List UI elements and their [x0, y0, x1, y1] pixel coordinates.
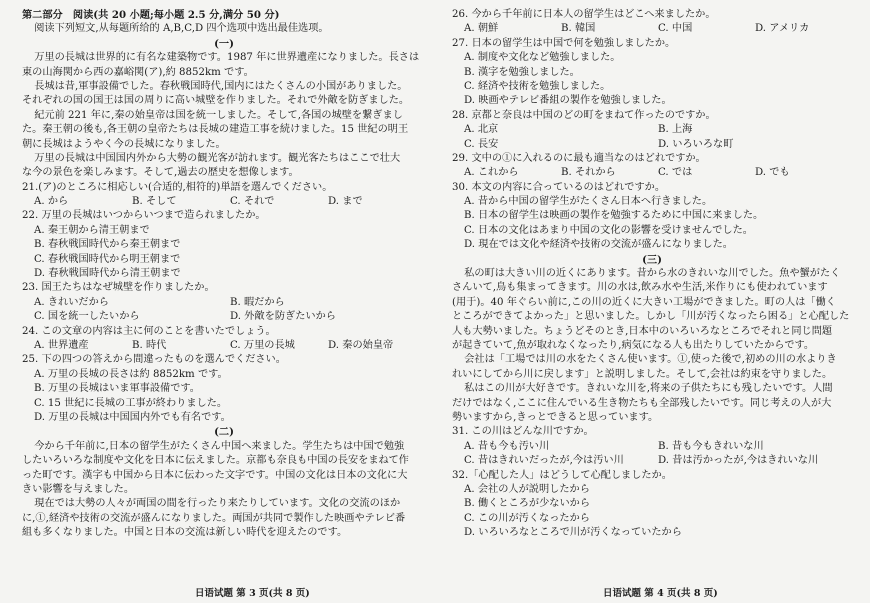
question-stem: 31. この川はどんな川ですか。	[452, 426, 594, 438]
answer-option: B. 働くところが少ないから	[464, 498, 591, 510]
options-row	[452, 22, 852, 36]
passage-line: 人も大勢いました。ちょうどそのとき,日本中のいろいろなところでそれと同じ問題	[452, 325, 833, 337]
left-column	[22, 8, 426, 540]
answer-option: A. 昔から中国の留学生がたくさん日本へ行きました。	[464, 196, 713, 208]
answer-option: B. 漢字を勉強しました。	[464, 66, 580, 78]
answer-option: B. そして	[132, 196, 177, 208]
passage-line: 21.(ア)のところに相応しい(合适的,相符的)単語を選んでください。	[22, 181, 333, 193]
passage-line: た。秦王朝の後も,各王朝の皇帝たちは長城の建造工事を続けました。15 世紀の明王	[22, 124, 409, 136]
answer-option: A. 北京	[464, 124, 499, 136]
passage-line: った町です。漢字も中国から日本に伝わった文字です。中国の文化は日本の文化に大	[22, 469, 408, 481]
passage-line: が起きていて,魚が取れなくなったり,病気になる人も出たりしていたからです。	[452, 339, 815, 351]
answer-option: D. でも	[755, 167, 790, 179]
answer-option: A. から	[34, 196, 69, 208]
passage-line: 万里の長城は世界的に有名な建築物です。1987 年に世界遺産になりました。長さは	[34, 52, 420, 64]
passage-line: 万里の長城は中国国内外から大勢の観光客が訪れます。観光客たちはここで壮大	[34, 152, 401, 164]
options-row	[22, 339, 426, 353]
passage-line: 私はこの川が大好きです。きれいな川を,将来の子供たちにも残したいです。人間	[464, 383, 833, 395]
answer-option: D. いろいろなところで川が汚くなっていたから	[464, 527, 682, 539]
answer-option: B. 上海	[658, 124, 693, 136]
answer-option: C. 万里の長城	[230, 339, 295, 351]
options-row	[22, 296, 426, 310]
passage-line: さんいて,鳥も集まってきます。川の水は,飲み水や生活,米作りにも使われています	[452, 282, 828, 294]
question-stem: 25. 下の四つの答えから間違ったものを選んでください。	[22, 354, 286, 366]
answer-option: C. 15 世紀に長城の工事が終わりました。	[34, 397, 228, 409]
passage-line: 東の山海関から西の嘉峪関(ア),約 8852km です。	[22, 66, 254, 78]
question-stem: 32.「心配した人」はどうして心配しましたか。	[452, 469, 672, 481]
question-stem: 26. 今から千年前に日本人の留学生はどこへ来ましたか。	[452, 9, 716, 20]
question-stem: 27. 日本の留学生は中国で何を勉強しましたか。	[452, 37, 676, 49]
answer-option: D. 外敵を防ぎたいから	[230, 311, 336, 323]
answer-option: B. 日本の留学生は映画の製作を勉強するために中国に来ました。	[464, 210, 764, 222]
passage-line: 長城は昔,軍事設備でした。春秋戦国時代,国内にはたくさんの小国がありました。	[34, 80, 408, 92]
answer-option: A. 朝鮮	[464, 23, 499, 35]
passage-line: 会社は「工場では川の水をたくさん使います。①,使った後で,初めの川の水よりき	[464, 354, 837, 366]
section-title: (二)	[214, 426, 234, 439]
answer-option: D. 秦の始皇帝	[328, 339, 394, 351]
answer-option: C. 日本の文化はあまり中国の文化の影響を受けませんでした。	[464, 224, 753, 236]
passage-line: 勢いますから,きっとできると思っています。	[452, 411, 659, 423]
question-stem: 22. 万里の長城はいつからいつまで造られましたか。	[22, 210, 266, 222]
passage-line: 組も多くなりました。中国と日本の交流は新しい時代を迎えたのです。	[22, 527, 348, 539]
passage-line: 紀元前 221 年に,秦の始皇帝は国を統一しました。そして,各国の城壁を繋ぎまし	[34, 109, 403, 121]
answer-option: C. 経済や技術を勉強しました。	[464, 80, 611, 92]
passage-line: に,①,経済や技術の交流が盛んになりました。両国が共同で製作した映画やテレビ番	[22, 512, 406, 524]
passage-line: れいにしてから川に戻します」と説明しました。そして,会社は約束を守りました。	[452, 368, 833, 380]
passage-line: 第二部分 阅读(共 20 小题;每小题 2.5 分,满分 50 分)	[22, 9, 280, 21]
answer-option: A. 会社の人が説明したから	[464, 483, 590, 495]
answer-option: D. 万里の長城は中国国内外でも有名です。	[34, 411, 231, 423]
passage-line: だけではなく,ここに住んでいる生き物たちも全部残したいです。同じ考えの人が大	[452, 397, 832, 409]
answer-option: C. では	[658, 167, 693, 179]
answer-option: D. 映画やテレビ番組の製作を勉強しました。	[464, 95, 672, 107]
answer-option: A. 万里の長城の長さは約 8852km です。	[34, 368, 228, 380]
question-stem: 29. 文中の①に入れるのに最も適当なのはどれですか。	[452, 152, 706, 164]
passage-line: したいろいろな制度や文化を日本に伝えました。京都も奈良も中国の長安をまねて作	[22, 455, 409, 467]
answer-option: A. 昔も今も汚い川	[464, 440, 550, 452]
answer-option: A. これから	[464, 167, 519, 179]
options-row	[22, 310, 426, 324]
answer-option: C. この川が汚くなったから	[464, 512, 590, 524]
question-stem: 23. 国王たちはなぜ城壁を作りましたか。	[22, 282, 215, 294]
options-row	[22, 195, 426, 209]
passage-line: 今から千年前に,日本の留学生がたくさん中国へ来ました。学生たちは中国で勉強	[34, 440, 405, 452]
answer-option: C. 昔はきれいだったが,今は汚い川	[464, 455, 624, 467]
answer-option: B. 昔も今もきれいな川	[658, 440, 764, 452]
options-row	[452, 138, 852, 152]
page-footer-right: 日语试题 第 4 页(共 8 页)	[603, 588, 718, 599]
options-row	[452, 123, 852, 137]
answer-option: D. アメリカ	[755, 23, 810, 35]
section-title: (三)	[642, 253, 662, 266]
answer-option: C. 春秋戦国時代から明王朝まで	[34, 253, 181, 265]
answer-option: A. 制度や文化など勉強しました。	[464, 52, 621, 64]
answer-option: D. いろいろな町	[658, 138, 734, 150]
options-row	[452, 454, 852, 468]
answer-option: B. 韓国	[561, 23, 596, 35]
passage-line: (用于)。40 年ぐらい前に,この川の近くに大きい工場ができました。町の人は「働く	[452, 296, 836, 308]
passage-line: 私の町は大きい川の近くにあります。昔から水のきれいな川でした。魚や蟹がたく	[464, 268, 841, 280]
answer-option: C. それで	[230, 196, 275, 208]
passage-line: それぞれの国の国王は国の周りに高い城壁を作りました。それで外敵を防ぎました。	[22, 95, 410, 107]
answer-option: C. 国を統一したいから	[34, 311, 140, 323]
passage-line: ところができてよかった」と思いました。しかし「川が汚くなったら困る」と心配した	[452, 311, 850, 323]
right-column	[452, 8, 852, 540]
passage-line: 阅读下列短文,从每题所给的 A,B,C,D 四个选项中选出最佳选项。	[34, 23, 329, 35]
answer-option: B. 暇だから	[230, 296, 285, 308]
question-stem: 28. 京都と奈良は中国のどの町をまねて作ったのですか。	[452, 109, 716, 121]
question-stem: 24. この文章の内容は主に何のことを書いたでしょう。	[22, 325, 276, 337]
passage-line: (一)	[214, 37, 234, 50]
answer-option: C. 中国	[658, 23, 693, 35]
options-row	[452, 166, 852, 180]
question-stem: 30. 本文の内容に合っているのはどれですか。	[452, 181, 666, 193]
answer-option: D. まで	[328, 196, 363, 208]
answer-option: B. それから	[561, 167, 616, 179]
answer-option: A. きれいだから	[34, 296, 109, 308]
passage-line: 現在では大勢の人々が両国の間を行ったり来たりしています。文化の交流のほか	[34, 498, 401, 510]
answer-option: A. 秦王朝から清王朝まで	[34, 224, 150, 236]
passage-line: きい影響を与えました。	[22, 483, 135, 495]
answer-option: A. 世界遺産	[34, 339, 89, 351]
answer-option: B. 時代	[132, 339, 167, 351]
page-footer-left: 日语试题 第 3 页(共 8 页)	[195, 588, 310, 599]
passage-line: 朝に長城はようやく今の長城になりました。	[22, 138, 226, 150]
answer-option: D. 昔は汚かったが,今はきれいな川	[658, 455, 819, 467]
answer-option: D. 春秋戦国時代から清王朝まで	[34, 268, 181, 280]
answer-option: C. 長安	[464, 138, 499, 150]
answer-option: B. 万里の長城はいま軍事設備です。	[34, 383, 200, 395]
passage-line: な今の景色を楽しみます。そして,過去の歴史を想像します。	[22, 167, 299, 179]
answer-option: B. 春秋戦国時代から秦王朝まで	[34, 239, 181, 251]
options-row	[452, 440, 852, 454]
answer-option: D. 現在では文化や経済や技術の交流が盛んになりました。	[464, 239, 733, 251]
